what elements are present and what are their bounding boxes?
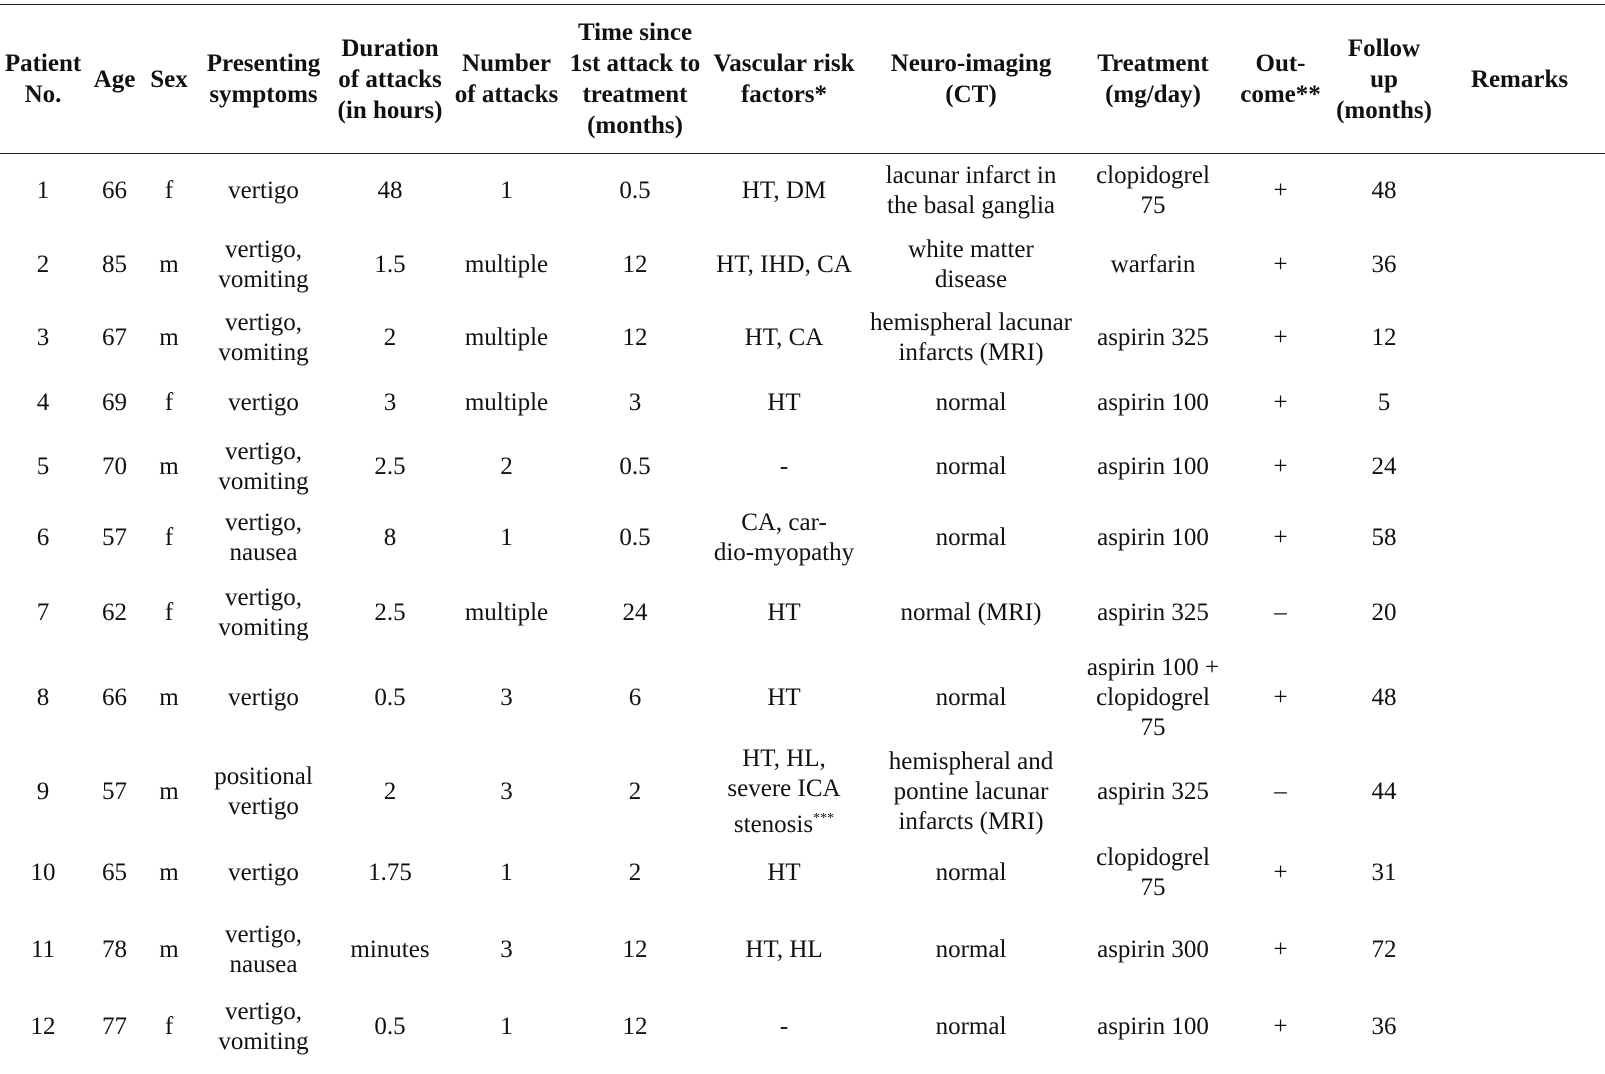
cell-imaging bbox=[863, 744, 1079, 840]
cell-line: the basal ganglia bbox=[887, 191, 1055, 219]
cell-duration: 1.75 bbox=[368, 858, 412, 886]
cell-treatment: aspirin 325 bbox=[1097, 777, 1209, 805]
cell-sex: m bbox=[159, 858, 179, 886]
table-row bbox=[0, 228, 1605, 302]
cell-line: vertigo, bbox=[224, 920, 303, 948]
cell-remarks bbox=[1434, 154, 1605, 228]
cell-remarks bbox=[1434, 302, 1605, 374]
cell-patient: 11 bbox=[30, 935, 56, 963]
cell-outcome: + bbox=[1273, 176, 1288, 204]
table-header bbox=[0, 5, 1605, 154]
cell-symptoms bbox=[195, 228, 332, 302]
cell-followup: 72 bbox=[1371, 935, 1397, 963]
cell-line: vertigo, bbox=[224, 235, 303, 263]
cell-treatment: aspirin 100 bbox=[1097, 523, 1209, 551]
cell-line: nausea bbox=[229, 538, 298, 566]
cell-line: vertigo bbox=[228, 792, 299, 820]
cell-line: lacunar infarct in bbox=[885, 161, 1057, 189]
header-line: Presenting bbox=[206, 50, 321, 77]
header-line: treatment bbox=[582, 81, 688, 108]
table-row bbox=[0, 994, 1605, 1060]
cell-patient: 5 bbox=[36, 452, 50, 480]
cell-line: CA, car- bbox=[741, 508, 827, 536]
header-line: Treatment bbox=[1097, 50, 1209, 77]
patient-table bbox=[0, 4, 1605, 1060]
cell-patient: 6 bbox=[36, 523, 50, 551]
header-patient bbox=[0, 5, 86, 154]
cell-line: pontine lacunar bbox=[893, 777, 1049, 805]
cell-line: vomiting bbox=[218, 338, 309, 366]
cell-outcome: + bbox=[1273, 858, 1288, 886]
cell-treatment: aspirin 325 bbox=[1097, 323, 1209, 351]
cell-risk: HT bbox=[767, 598, 801, 626]
cell-duration: 2 bbox=[383, 777, 397, 805]
cell-symptoms: vertigo bbox=[228, 858, 299, 886]
cell-patient: 2 bbox=[36, 250, 50, 278]
cell-risk bbox=[705, 502, 863, 574]
cell-line: vomiting bbox=[218, 467, 309, 495]
cell-sex: m bbox=[159, 683, 179, 711]
header-followup bbox=[1334, 5, 1434, 154]
cell-imaging bbox=[863, 154, 1079, 228]
cell-duration: 8 bbox=[383, 523, 397, 551]
header-row bbox=[0, 5, 1605, 154]
header-line: symptoms bbox=[209, 81, 318, 108]
cell-imaging: normal bbox=[935, 523, 1007, 551]
cell-line: dio-myopathy bbox=[713, 538, 855, 566]
cell-remarks bbox=[1434, 994, 1605, 1060]
cell-line: white matter bbox=[908, 235, 1034, 263]
cell-line: aspirin 100 + bbox=[1086, 653, 1220, 681]
cell-risk: HT bbox=[767, 683, 801, 711]
cell-line: vertigo, bbox=[224, 583, 303, 611]
header-symptoms bbox=[195, 5, 332, 154]
cell-time: 0.5 bbox=[619, 452, 651, 480]
footnote-marker: *** bbox=[813, 810, 835, 826]
cell-line: infarcts (MRI) bbox=[898, 807, 1044, 835]
header-line: of attacks bbox=[454, 81, 559, 108]
cell-imaging: normal bbox=[935, 388, 1007, 416]
cell-followup: 24 bbox=[1371, 452, 1397, 480]
cell-symptoms bbox=[195, 432, 332, 502]
cell-line: clopidogrel bbox=[1096, 161, 1210, 189]
cell-number: 3 bbox=[500, 777, 513, 805]
cell-time: 12 bbox=[622, 250, 648, 278]
cell-symptoms bbox=[195, 502, 332, 574]
cell-time: 0.5 bbox=[619, 523, 651, 551]
cell-line: 75 bbox=[1140, 873, 1166, 901]
cell-patient: 1 bbox=[36, 176, 50, 204]
cell-duration: 48 bbox=[377, 176, 403, 204]
header-imaging bbox=[863, 5, 1079, 154]
cell-treatment bbox=[1079, 652, 1227, 744]
cell-age: 77 bbox=[102, 1012, 127, 1040]
cell-sex: f bbox=[164, 388, 174, 416]
header-sex bbox=[143, 5, 195, 154]
cell-remarks bbox=[1434, 652, 1605, 744]
table-row bbox=[0, 652, 1605, 744]
header-line: (months) bbox=[587, 112, 683, 139]
cell-risk: - bbox=[779, 1012, 789, 1040]
cell-line: vomiting bbox=[218, 265, 309, 293]
cell-time: 12 bbox=[622, 323, 648, 351]
table-row bbox=[0, 906, 1605, 994]
cell-patient: 10 bbox=[30, 858, 56, 886]
cell-line: vomiting bbox=[218, 1027, 309, 1055]
cell-line: clopidogrel bbox=[1096, 683, 1210, 711]
cell-time: 24 bbox=[622, 598, 648, 626]
cell-patient: 7 bbox=[36, 598, 50, 626]
cell-followup: 48 bbox=[1371, 176, 1397, 204]
cell-followup: 58 bbox=[1371, 523, 1397, 551]
cell-number: multiple bbox=[464, 323, 549, 351]
header-outcome bbox=[1227, 5, 1334, 154]
cell-symptoms bbox=[195, 574, 332, 652]
cell-patient: 9 bbox=[36, 777, 50, 805]
header-line: (months) bbox=[1336, 96, 1432, 124]
cell-line: vomiting bbox=[218, 613, 309, 641]
cell-patient: 3 bbox=[36, 323, 50, 351]
cell-time: 12 bbox=[622, 1012, 648, 1040]
cell-duration: 2.5 bbox=[374, 452, 406, 480]
cell-sex: m bbox=[159, 452, 179, 480]
cell-patient: 4 bbox=[36, 388, 50, 416]
table-body bbox=[0, 154, 1605, 1060]
cell-line: disease bbox=[934, 265, 1008, 293]
cell-sex: m bbox=[159, 777, 179, 805]
cell-duration: 1.5 bbox=[374, 250, 406, 278]
cell-treatment bbox=[1079, 154, 1227, 228]
cell-sex: m bbox=[159, 250, 179, 278]
cell-symptoms bbox=[195, 302, 332, 374]
cell-age: 67 bbox=[102, 323, 127, 351]
cell-number: 1 bbox=[500, 176, 513, 204]
cell-remarks bbox=[1434, 744, 1605, 840]
cell-sex: f bbox=[164, 176, 174, 204]
header-treatment bbox=[1079, 5, 1227, 154]
header-line: (CT) bbox=[945, 81, 997, 108]
cell-risk: HT, IHD, CA bbox=[716, 250, 852, 278]
cell-imaging: normal bbox=[935, 683, 1007, 711]
cell-outcome: + bbox=[1273, 250, 1288, 278]
cell-remarks bbox=[1434, 502, 1605, 574]
cell-number: 1 bbox=[500, 523, 513, 551]
header-number bbox=[448, 5, 565, 154]
cell-line: positional bbox=[214, 762, 313, 790]
cell-outcome: + bbox=[1273, 523, 1288, 551]
cell-imaging: normal bbox=[935, 452, 1007, 480]
table-row bbox=[0, 744, 1605, 840]
cell-symptoms: vertigo bbox=[228, 388, 299, 416]
cell-treatment: aspirin 100 bbox=[1097, 388, 1209, 416]
header-line: Out- bbox=[1255, 50, 1306, 77]
cell-risk: HT, DM bbox=[741, 176, 827, 204]
cell-outcome: + bbox=[1273, 1012, 1288, 1040]
table-row bbox=[0, 302, 1605, 374]
cell-treatment bbox=[1079, 840, 1227, 906]
cell-followup: 44 bbox=[1371, 777, 1397, 805]
cell-remarks bbox=[1434, 228, 1605, 302]
cell-number: multiple bbox=[464, 388, 549, 416]
cell-age: 78 bbox=[102, 935, 127, 963]
header-line: (in hours) bbox=[337, 96, 443, 124]
header-line: up bbox=[1370, 65, 1398, 93]
cell-duration: 3 bbox=[383, 388, 397, 416]
cell-risk: HT bbox=[767, 388, 801, 416]
cell-duration: 2.5 bbox=[374, 598, 406, 626]
cell-line: vertigo, bbox=[224, 508, 303, 536]
cell-outcome: + bbox=[1273, 935, 1288, 963]
cell-number: 3 bbox=[500, 935, 513, 963]
header-line: (mg/day) bbox=[1105, 81, 1201, 108]
cell-line: vertigo, bbox=[224, 437, 303, 465]
cell-line: HT, HL, bbox=[742, 744, 826, 772]
cell-treatment: aspirin 325 bbox=[1097, 598, 1209, 626]
header-line: come** bbox=[1240, 81, 1321, 108]
cell-sex: m bbox=[159, 935, 179, 963]
cell-age: 69 bbox=[102, 388, 127, 416]
cell-line: stenosis*** bbox=[733, 810, 835, 838]
cell-risk: - bbox=[779, 452, 789, 480]
cell-symptoms bbox=[195, 906, 332, 994]
table-row bbox=[0, 154, 1605, 228]
cell-sex: f bbox=[164, 523, 174, 551]
header-line: Sex bbox=[150, 65, 188, 93]
cell-age: 66 bbox=[102, 176, 127, 204]
table-row bbox=[0, 502, 1605, 574]
header-line: Patient bbox=[4, 50, 82, 77]
header-line: Neuro-imaging bbox=[890, 50, 1052, 77]
cell-number: multiple bbox=[464, 598, 549, 626]
cell-imaging bbox=[863, 302, 1079, 374]
cell-sex: f bbox=[164, 598, 174, 626]
cell-outcome: + bbox=[1273, 323, 1288, 351]
header-line: factors* bbox=[740, 81, 828, 108]
cell-number: 2 bbox=[500, 452, 513, 480]
cell-duration: 0.5 bbox=[374, 683, 406, 711]
cell-number: 1 bbox=[500, 1012, 513, 1040]
cell-sex: m bbox=[159, 323, 179, 351]
header-line: of attacks bbox=[338, 65, 442, 93]
header-line: No. bbox=[24, 81, 62, 108]
cell-imaging: normal bbox=[935, 1012, 1007, 1040]
cell-number: multiple bbox=[464, 250, 549, 278]
cell-symptoms: vertigo bbox=[228, 176, 299, 204]
header-line: Remarks bbox=[1470, 65, 1569, 93]
cell-line: vertigo, bbox=[224, 308, 303, 336]
cell-line: 75 bbox=[1140, 713, 1166, 741]
cell-treatment: warfarin bbox=[1110, 250, 1196, 278]
cell-treatment: aspirin 300 bbox=[1097, 935, 1209, 963]
header-line: Duration bbox=[341, 34, 439, 62]
table-row bbox=[0, 374, 1605, 432]
cell-age: 57 bbox=[102, 523, 127, 551]
cell-time: 2 bbox=[628, 858, 642, 886]
cell-remarks bbox=[1434, 432, 1605, 502]
cell-outcome: + bbox=[1273, 452, 1288, 480]
cell-time: 2 bbox=[628, 777, 642, 805]
cell-outcome: + bbox=[1273, 388, 1288, 416]
cell-line: infarcts (MRI) bbox=[898, 338, 1044, 366]
cell-line: clopidogrel bbox=[1096, 843, 1210, 871]
header-remarks bbox=[1434, 5, 1605, 154]
cell-remarks bbox=[1434, 906, 1605, 994]
header-risk bbox=[705, 5, 863, 154]
cell-imaging bbox=[863, 228, 1079, 302]
cell-followup: 20 bbox=[1371, 598, 1397, 626]
cell-remarks bbox=[1434, 574, 1605, 652]
header-time bbox=[565, 5, 705, 154]
cell-imaging: normal (MRI) bbox=[900, 598, 1042, 626]
cell-outcome: – bbox=[1274, 598, 1287, 626]
cell-duration: 2 bbox=[383, 323, 397, 351]
cell-age: 57 bbox=[102, 777, 127, 805]
cell-outcome: – bbox=[1274, 777, 1287, 805]
cell-age: 85 bbox=[102, 250, 127, 278]
cell-followup: 12 bbox=[1371, 323, 1397, 351]
cell-age: 70 bbox=[102, 452, 127, 480]
header-line: Age bbox=[93, 65, 136, 93]
cell-patient: 12 bbox=[30, 1012, 56, 1040]
header-line: Number bbox=[462, 50, 551, 77]
cell-number: 1 bbox=[500, 858, 513, 886]
cell-line: nausea bbox=[229, 950, 298, 978]
cell-followup: 48 bbox=[1371, 683, 1397, 711]
cell-duration: 0.5 bbox=[374, 1012, 406, 1040]
header-line: Time since bbox=[577, 19, 693, 46]
cell-remarks bbox=[1434, 374, 1605, 432]
cell-age: 65 bbox=[102, 858, 127, 886]
cell-symptoms bbox=[195, 994, 332, 1060]
cell-risk: HT, CA bbox=[744, 323, 824, 351]
cell-sex: f bbox=[164, 1012, 174, 1040]
cell-risk: HT bbox=[767, 858, 801, 886]
cell-time: 3 bbox=[628, 388, 642, 416]
cell-treatment: aspirin 100 bbox=[1097, 1012, 1209, 1040]
cell-line: hemispheral lacunar bbox=[870, 308, 1072, 336]
header-age bbox=[86, 5, 143, 154]
cell-time: 12 bbox=[622, 935, 648, 963]
cell-number: 3 bbox=[500, 683, 513, 711]
cell-line: hemispheral and bbox=[888, 747, 1054, 775]
cell-line: 75 bbox=[1140, 191, 1166, 219]
cell-duration: minutes bbox=[350, 935, 430, 963]
table-row bbox=[0, 432, 1605, 502]
cell-symptoms bbox=[195, 744, 332, 840]
cell-risk bbox=[705, 744, 863, 840]
cell-line: severe ICA bbox=[727, 774, 841, 802]
cell-patient: 8 bbox=[36, 683, 50, 711]
header-line: Follow bbox=[1347, 34, 1421, 62]
header-line: 1st attack to bbox=[569, 50, 701, 77]
cell-remarks bbox=[1434, 840, 1605, 906]
cell-symptoms: vertigo bbox=[228, 683, 299, 711]
cell-followup: 5 bbox=[1377, 388, 1391, 416]
cell-imaging: normal bbox=[935, 858, 1007, 886]
cell-outcome: + bbox=[1273, 683, 1288, 711]
cell-followup: 31 bbox=[1371, 858, 1397, 886]
cell-risk: HT, HL bbox=[745, 935, 823, 963]
cell-treatment: aspirin 100 bbox=[1097, 452, 1209, 480]
cell-age: 62 bbox=[102, 598, 127, 626]
cell-time: 6 bbox=[628, 683, 642, 711]
cell-age: 66 bbox=[102, 683, 127, 711]
header-duration bbox=[332, 5, 448, 154]
cell-imaging: normal bbox=[935, 935, 1007, 963]
cell-line: vertigo, bbox=[224, 997, 303, 1025]
table-row bbox=[0, 840, 1605, 906]
cell-followup: 36 bbox=[1371, 1012, 1397, 1040]
cell-followup: 36 bbox=[1371, 250, 1397, 278]
table-row bbox=[0, 574, 1605, 652]
header-line: Vascular risk bbox=[713, 50, 855, 77]
cell-time: 0.5 bbox=[619, 176, 651, 204]
